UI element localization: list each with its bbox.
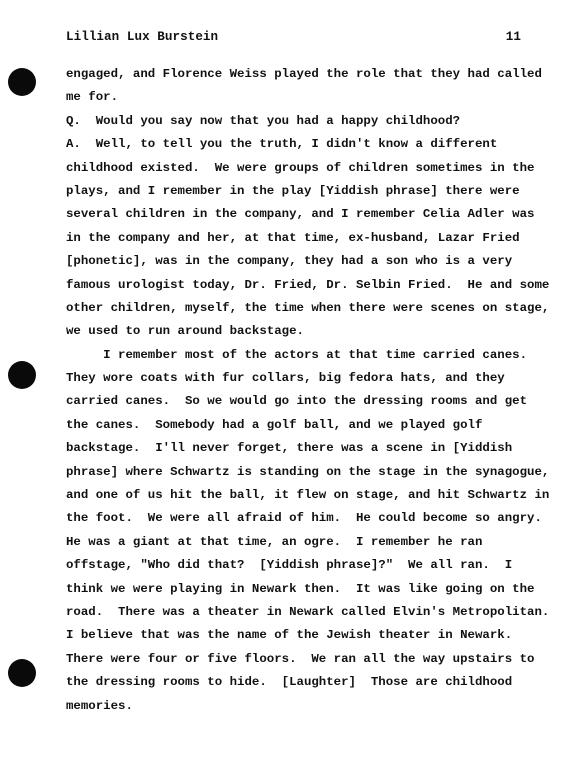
page-number: 11 [505,30,521,44]
transcript-line: me for. [66,90,119,105]
transcript-body [66,63,550,718]
transcript-line: He was a giant at that time, an ogre. I remember he ran [66,534,483,549]
transcript-line: carried canes. So we would go into the dressing rooms and get [66,394,528,409]
transcript-line: They wore coats with fur collars, big fedora hats, and they [66,371,505,386]
interviewee-name: Lillian Lux Burstein [66,30,219,44]
transcript-line: backstage. I'll never forget, there was a scene in [Yiddish [66,441,513,456]
transcript-line: other children, myself, the time when there were scenes on stage, [66,300,550,315]
transcript-line: road. There was a theater in Newark called Elvin's Metropolitan. [66,604,550,619]
transcript-line: childhood existed. We were groups of children sometimes in the [66,160,535,175]
transcript-line: the canes. Somebody had a golf ball, and we played golf [66,417,483,432]
transcript-line: engaged, and Florence Weiss played the role that they had called [66,67,542,81]
transcript-line: I believe that was the name of the Jewish theater in Newark. [66,628,513,643]
binder-hole-middle [8,361,36,389]
transcript-line: think we were playing in Newark then. It was like going on the [66,581,535,596]
transcript-line: several children in the company, and I remember Celia Adler was [66,207,535,222]
transcript-line: [phonetic], was in the company, they had a son who is a very [66,254,513,269]
transcript-line: memories. [66,698,133,713]
binder-hole-bottom [8,659,36,687]
transcript-line: the foot. We were all afraid of him. He could become so angry. [66,511,542,526]
binder-hole-top [8,68,36,96]
transcript-line: famous urologist today, Dr. Fried, Dr. Selbin Fried. He and some [66,277,550,292]
transcript-line: phrase] where Schwartz is standing on the stage in the synagogue, [66,464,550,479]
transcript-line: and one of us hit the ball, it flew on stage, and hit Schwartz in [66,488,550,503]
transcript-line: There were four or five floors. We ran all the way upstairs to [66,651,535,666]
transcript-line: in the company and her, at that time, ex-husband, Lazar Fried [66,230,520,245]
transcript-line: plays, and I remember in the play [Yiddish phrase] there were [66,183,520,198]
transcript-line: offstage, "Who did that? [Yiddish phrase]?" We all ran. I [66,558,513,573]
transcript-line: Q. Would you say now that you had a happy childhood? [66,113,461,128]
transcript-line: A. Well, to tell you the truth, I didn't know a different [66,137,498,152]
transcript-line: the dressing rooms to hide. [Laughter] Those are childhood [66,675,513,690]
transcript-line: we used to run around backstage. [66,324,304,339]
transcript-line: I remember most of the actors at that time carried canes. [66,347,528,362]
